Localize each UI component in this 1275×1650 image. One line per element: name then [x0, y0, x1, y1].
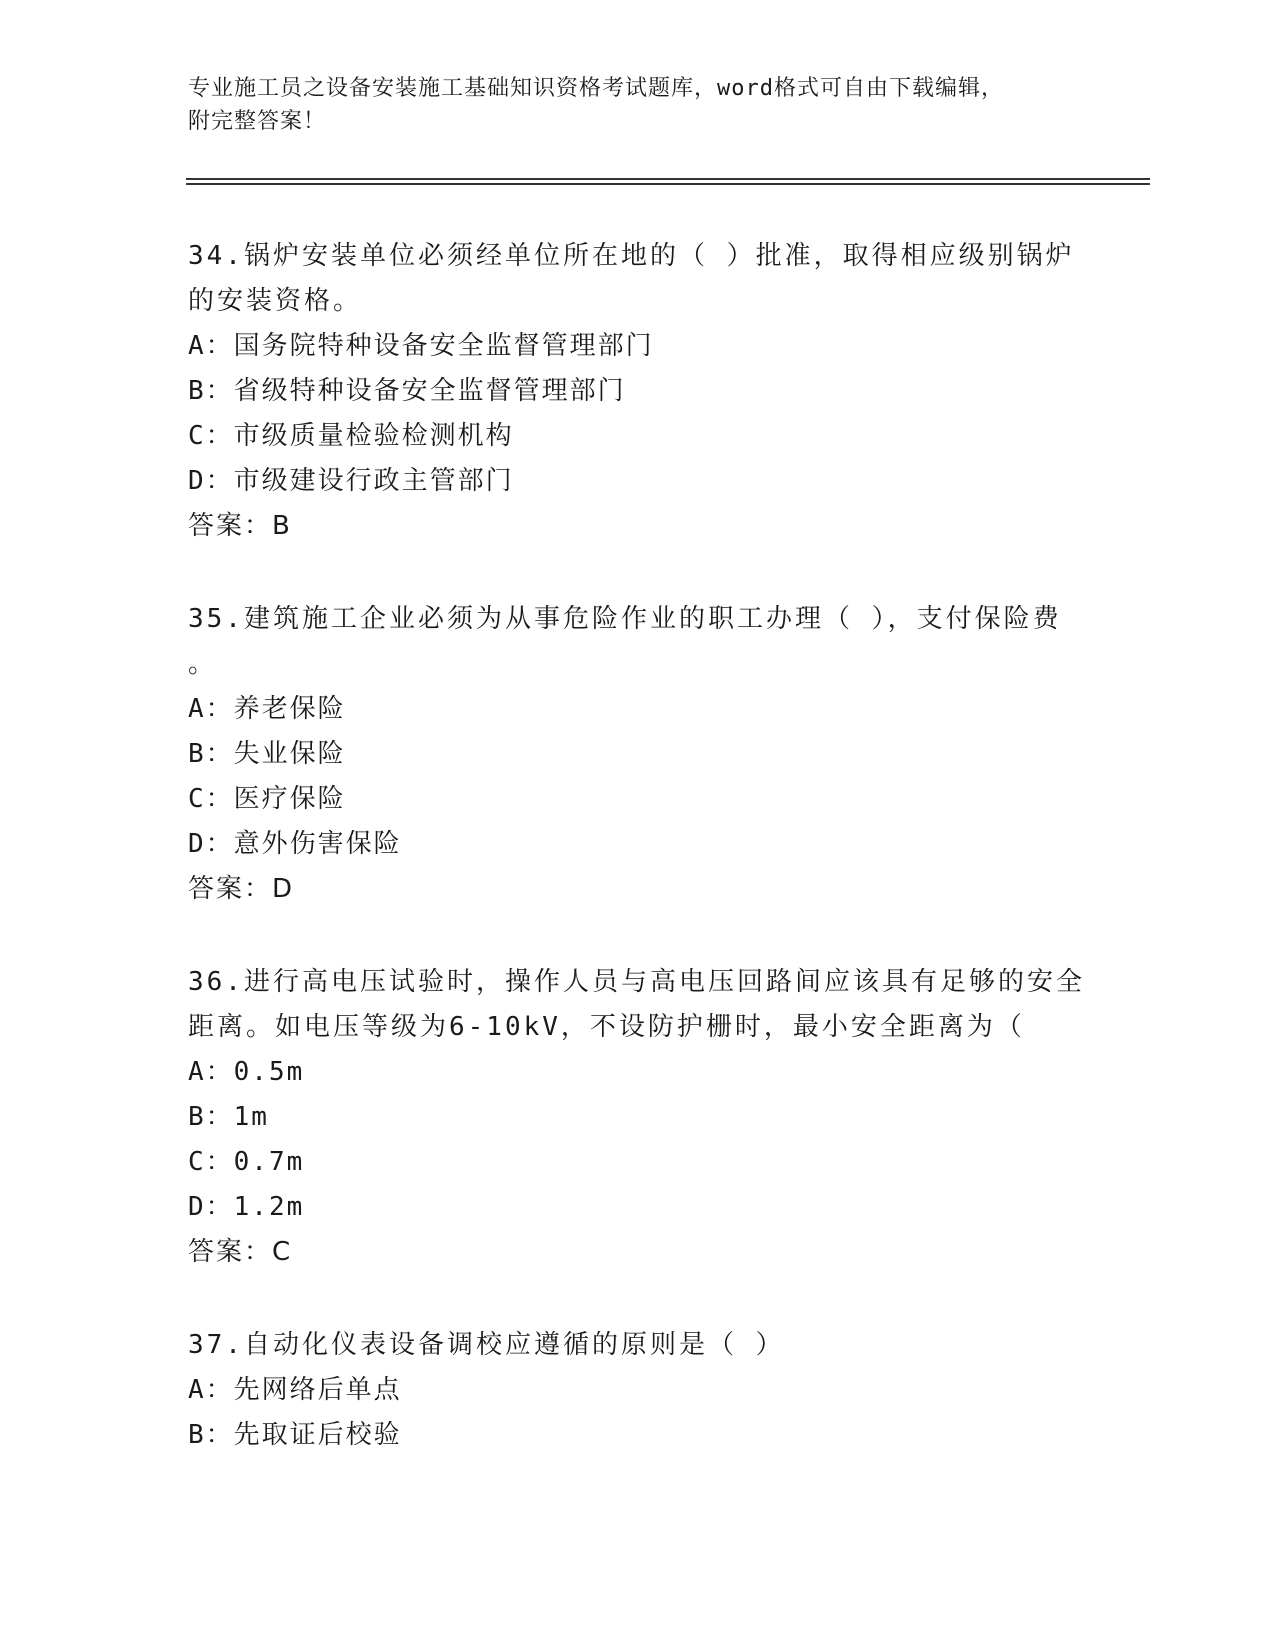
question-stem-line-2: 距离。如电压等级为6-10kV，不设防护栅时，最小安全距离为（ [188, 1012, 1025, 1042]
option-d: D：意外伤害保险 [188, 829, 402, 859]
question-stem [188, 1323, 1088, 1368]
question-stem-line-1: 37.自动化仪表设备调校应遵循的原则是（ ） [188, 1330, 785, 1360]
option-d: D：1.2m [188, 1192, 305, 1222]
question-stem-line-2: 。 [188, 649, 218, 679]
question-stem-line-2: 的安装资格。 [188, 286, 363, 316]
option-c: C：0.7m [188, 1147, 305, 1177]
question-35 [188, 597, 1088, 912]
document-header [188, 72, 1088, 138]
question-stem-line-1: 34.锅炉安装单位必须经单位所在地的（ ）批准，取得相应级别锅炉 [188, 241, 1075, 271]
option-b: B：1m [188, 1102, 269, 1132]
option-a: A：先网络后单点 [188, 1375, 402, 1405]
header-divider-top [186, 178, 1150, 180]
option-d: D：市级建设行政主管部门 [188, 466, 514, 496]
option-c: C：医疗保险 [188, 784, 346, 814]
answer: 答案：C [188, 1237, 293, 1267]
question-36 [188, 960, 1088, 1275]
answer: 答案：B [188, 511, 292, 541]
option-b: B：失业保险 [188, 739, 346, 769]
option-b: B：省级特种设备安全监督管理部门 [188, 376, 626, 406]
header-divider-bottom [186, 183, 1150, 185]
question-stem-line-1: 35.建筑施工企业必须为从事危险作业的职工办理（ ），支付保险费 [188, 604, 1062, 634]
question-stem [188, 960, 1088, 1050]
question-stem [188, 234, 1088, 324]
header-line-2: 附完整答案！ [188, 109, 327, 134]
answer: 答案：D [188, 874, 295, 904]
question-stem [188, 597, 1088, 687]
header-line-1: 专业施工员之设备安装施工基础知识资格考试题库，word格式可自由下载编辑， [188, 76, 1004, 101]
option-c: C：市级质量检验检测机构 [188, 421, 514, 451]
option-a: A：国务院特种设备安全监督管理部门 [188, 331, 654, 361]
option-b: B：先取证后校验 [188, 1420, 402, 1450]
question-37 [188, 1323, 1088, 1458]
question-stem-line-1: 36.进行高电压试验时，操作人员与高电压回路间应该具有足够的安全 [188, 967, 1085, 997]
option-a: A：养老保险 [188, 694, 346, 724]
option-a: A：0.5m [188, 1057, 305, 1087]
question-34 [188, 234, 1088, 549]
